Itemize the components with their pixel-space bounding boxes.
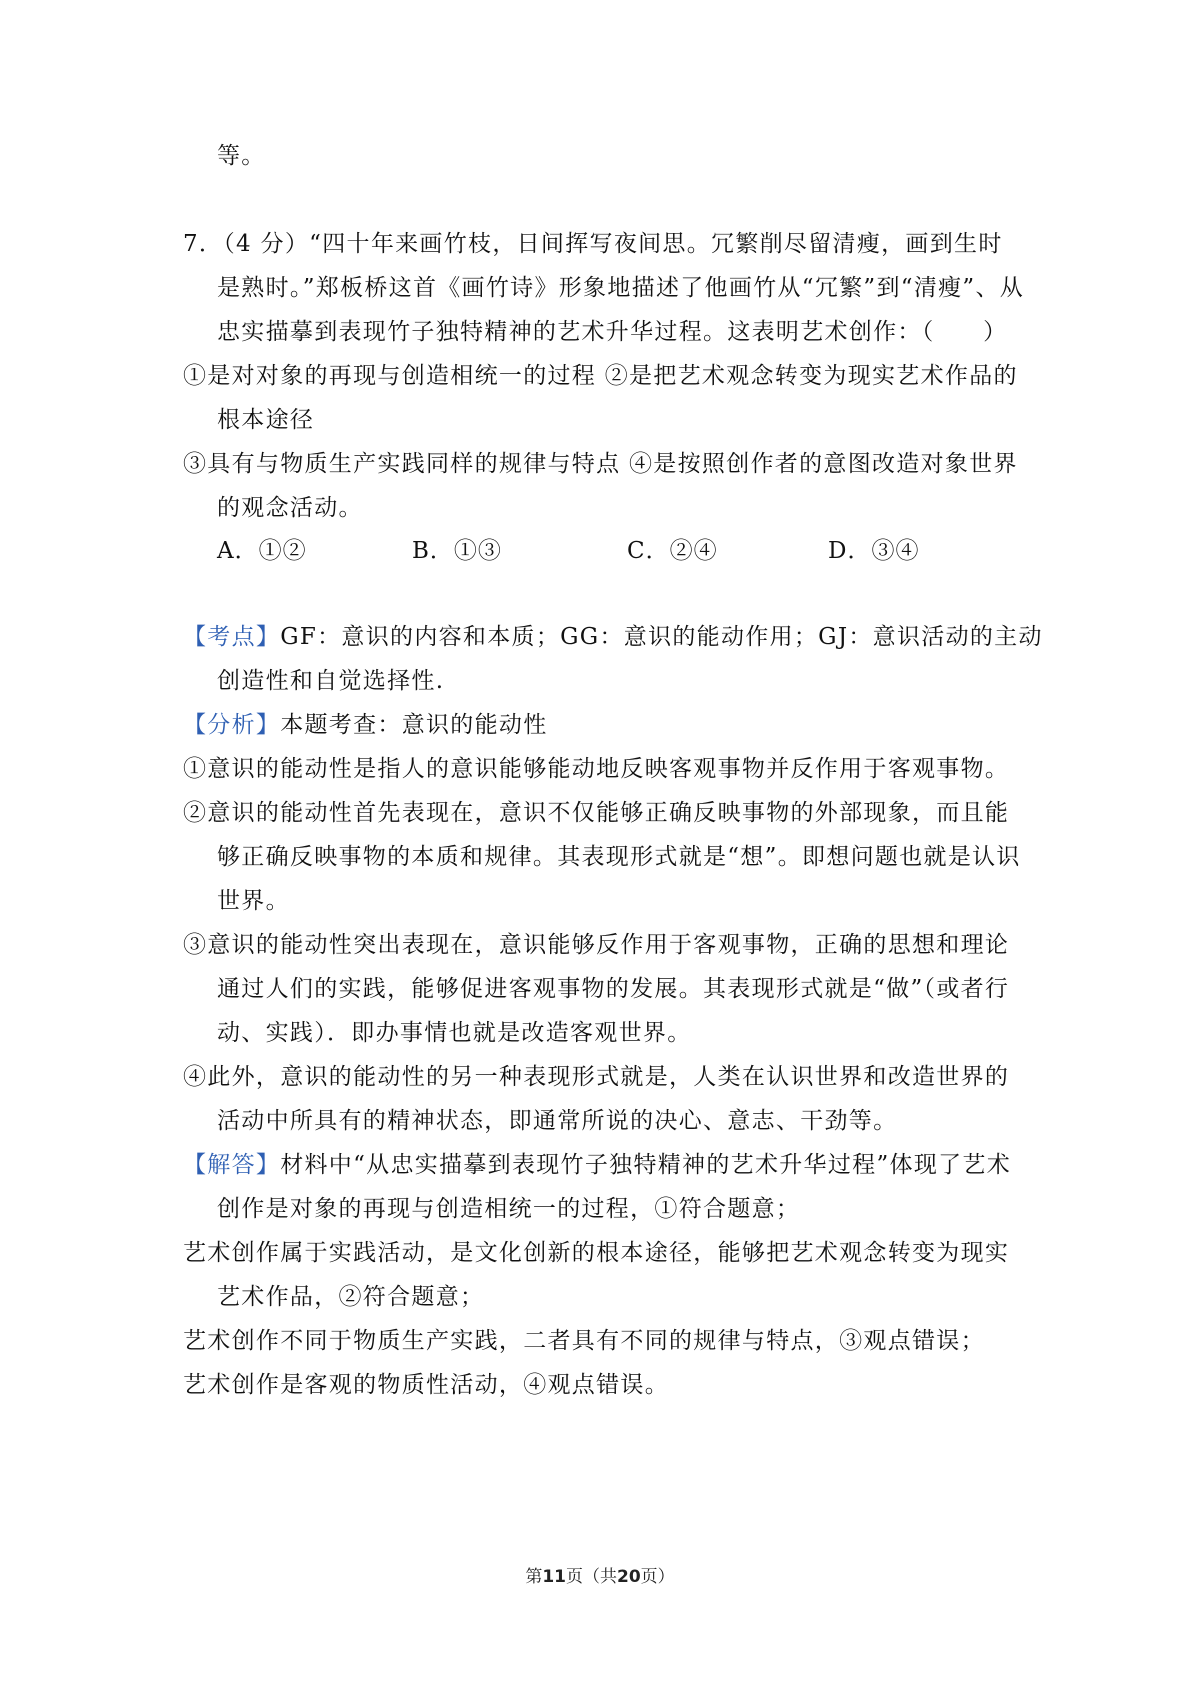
kaodian-line-1: 【考点】GF：意识的内容和本质；GG：意识的能动作用；GJ：意识活动的主动	[183, 624, 1043, 650]
statement-3-4-line-1: ③具有与物质生产实践同样的规律与特点 ④是按照创作者的意图改造对象世界	[183, 451, 1018, 477]
fenxi-point-3-line-3: 动、实践）．即办事情也就是改造客观世界。	[217, 1020, 692, 1046]
option-b[interactable]: B．①③	[412, 538, 502, 564]
statement-1-2-line-1: ①是对对象的再现与创造相统一的过程 ②是把艺术观念转变为现实艺术作品的	[183, 363, 1018, 389]
jieda-label: 【解答】	[183, 1152, 281, 1178]
option-d[interactable]: D．③④	[828, 538, 920, 564]
fenxi-point-3-line-2: 通过人们的实践，能够促进客观事物的发展。其表现形式就是“做”（或者行	[217, 976, 1010, 1002]
fenxi-point-3-line-1: ③意识的能动性突出表现在，意识能够反作用于客观事物，正确的思想和理论	[183, 932, 1010, 958]
option-c[interactable]: C．②④	[627, 538, 718, 564]
fenxi-point-2-line-3: 世界。	[217, 888, 290, 914]
fenxi-point-2-line-1: ②意识的能动性首先表现在，意识不仅能够正确反映事物的外部现象，而且能	[183, 800, 1010, 826]
fenxi-label: 【分析】	[183, 712, 281, 738]
continuation-text: 等。	[217, 143, 266, 169]
jieda-line-2: 创作是对象的再现与创造相统一的过程，①符合题意；	[217, 1196, 801, 1222]
fenxi-point-4-line-2: 活动中所具有的精神状态，即通常所说的决心、意志、干劲等。	[217, 1108, 898, 1134]
fenxi-point-4-line-1: ④此外，意识的能动性的另一种表现形式就是，人类在认识世界和改造世界的	[183, 1064, 1010, 1090]
jieda-p4: 艺术创作是客观的物质性活动，④观点错误。	[183, 1372, 669, 1398]
page-footer: 第11页（共20页）	[525, 1567, 675, 1587]
statement-3-4-line-2: 的观念活动。	[217, 495, 363, 521]
question-7-stem-line-3: 忠实描摹到表现竹子独特精神的艺术升华过程。这表明艺术创作：（ ）	[217, 319, 1008, 345]
fenxi-point-2-line-2: 够正确反映事物的本质和规律。其表现形式就是“想”。即想问题也就是认识	[217, 844, 1021, 870]
current-page-number: 11	[542, 1567, 566, 1587]
kaodian-label: 【考点】	[183, 624, 281, 650]
jieda-p2-line-1: 艺术创作属于实践活动，是文化创新的根本途径，能够把艺术观念转变为现实	[183, 1240, 1010, 1266]
question-number: 7．	[183, 231, 224, 257]
fenxi-point-1: ①意识的能动性是指人的意识能够能动地反映客观事物并反作用于客观事物。	[183, 756, 1010, 782]
kaodian-line-2: 创造性和自觉选择性.	[217, 668, 445, 694]
question-7-stem-line-1: 7．（4 分）“四十年来画竹枝，日间挥写夜间思。冗繁削尽留清瘦，画到生时	[183, 231, 1003, 257]
total-pages: 20	[617, 1567, 641, 1587]
jieda-line-1: 【解答】材料中“从忠实描摹到表现竹子独特精神的艺术升华过程”体现了艺术	[183, 1152, 1012, 1178]
jieda-p2-line-2: 艺术作品，②符合题意；	[217, 1284, 485, 1310]
question-7-stem-line-2: 是熟时。”郑板桥这首《画竹诗》形象地描述了他画竹从“冗繁”到“清瘦”、从	[217, 275, 1025, 301]
fenxi-line: 【分析】本题考查：意识的能动性	[183, 712, 548, 738]
jieda-p3: 艺术创作不同于物质生产实践，二者具有不同的规律与特点，③观点错误；	[183, 1328, 985, 1354]
statement-1-2-line-2: 根本途径	[217, 407, 315, 433]
option-a[interactable]: A．①②	[217, 538, 307, 564]
